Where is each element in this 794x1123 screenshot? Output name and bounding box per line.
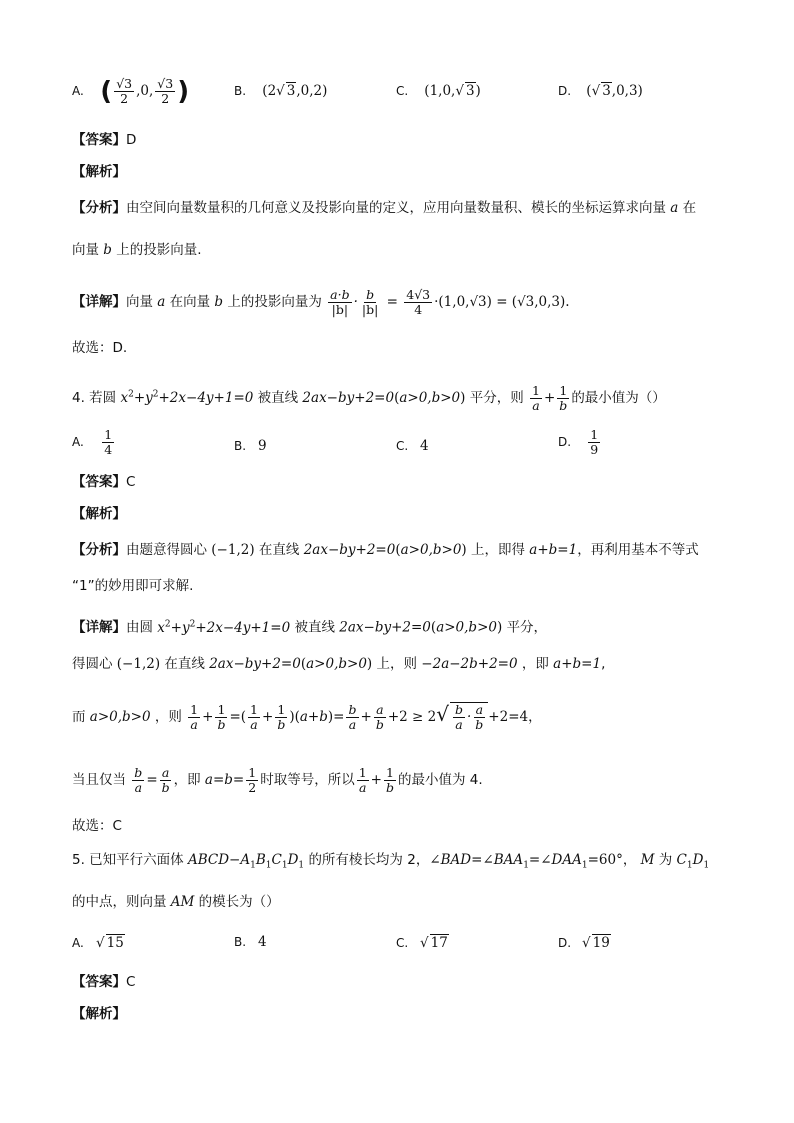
q4-analysis-tag: 【解析】	[72, 506, 126, 522]
q3-option-c: C. (1,0,√ 3)	[396, 83, 481, 99]
q4-stem: 4. 若圆 $x^2+y^2+2x-4y+1=0$ 被直线 2ax−by+2=0(a>0,b>0) 平分，则 $\frac{1}{a}$ + $\frac{1}{b}$ 的最小值为（）	[72, 383, 666, 413]
q5-option-b: B. 4	[234, 934, 267, 950]
q3-option-c-value: (1,0,√ 3)	[424, 83, 481, 99]
q3-option-b: B. (2√ 3,0,2)	[234, 83, 328, 99]
q5-answer: 【答案】C	[72, 974, 136, 990]
q4-option-b: B. 9	[234, 438, 267, 454]
q5-option-c: C. √ 17	[396, 935, 448, 951]
q4-option-c: C. 4	[396, 438, 429, 454]
q4-detail-line4: 当且仅当 $\frac{b}{a}$ = $\frac{a}{b}$ ，即 a=b= $\frac{1}{2}$ 时取等号，所以 $\frac{1}{a}$ + $\frac{1}{b}$ 的最小值为 4.	[72, 765, 483, 795]
q4-option-a: A. $\frac{1}{4}$	[72, 427, 113, 457]
q5-analysis-tag: 【解析】	[72, 1006, 126, 1022]
q4-option-d: D. $\frac{1}{9}$	[558, 427, 599, 457]
q4-detail-line2: 得圆心 (−1,2) 在直线 2ax−by+2=0(a>0,b>0) 上，则 −2a−2b+2=0 ，即 a+b=1,	[72, 656, 606, 672]
q3-fenxi-line2: 向量 b 上的投影向量.	[72, 242, 202, 258]
q3-detail: 【详解】向量 a 在向量 b 上的投影向量为 $\frac{a\cdot b}{|b|}$ · $\frac{b}{|b|}$ = $\frac{4√3}{4}$ ·(1,0,√3) = (√3,0,3).	[72, 287, 570, 317]
q3-analysis-tag: 【解析】	[72, 164, 126, 180]
q3-option-a: A. ( $\frac{√3}{2}$ ,0, $\frac{√3}{2}$ )	[72, 75, 190, 106]
q4-detail-line1: 【详解】由圆 $x^2+y^2+2x-4y+1=0$ 被直线 2ax−by+2=0(a>0,b>0) 平分，	[72, 619, 548, 636]
q4-fenxi-line2: “1”的妙用即可求解.	[72, 578, 194, 594]
q3-conclusion: 故选：D.	[72, 340, 128, 356]
q3-fenxi-line1: 【分析】由空间向量数量积的几何意义及投影向量的定义，应用向量数量积、模长的坐标运算求向量 a 在	[72, 200, 697, 216]
q3-option-d: D. (√ 3,0,3)	[558, 83, 643, 99]
q4-fenxi-line1: 【分析】由题意得圆心 (−1,2) 在直线 2ax−by+2=0(a>0,b>0) 上，即得 a+b=1，再利用基本不等式	[72, 542, 699, 558]
q3-option-d-value: (√ 3,0,3)	[586, 83, 643, 99]
q5-stem-line1: 5. 已知平行六面体 $ABCD-A_1B_1C_1D_1$ 的所有棱长均为 2，$\angle BAD=\angle BAA_1=\angle DAA_1=60^\circ$， M 为 $C_1D_1$	[72, 852, 710, 871]
q5-option-d: D. √ 19	[558, 935, 610, 951]
q5-stem-line2: 的中点，则向量 AM 的模长为（）	[72, 894, 280, 910]
q4-detail-line3: 而 a>0,b>0 ，则 $\frac{1}{a}$ + $\frac{1}{b}$ =( $\frac{1}{a}$ + $\frac{1}{b}$ )(a+b)= $\frac{b}{a}$ + $\frac{a}{b}$ +2 ≥ 2√ $\frac{b}{a}$ · $\frac{a}{b}$ +2=4，	[72, 702, 542, 732]
q3-option-b-value: (2√ 3,0,2)	[262, 83, 328, 99]
q5-option-a: A. √ 15	[72, 935, 124, 951]
q3-option-a-value: ( $\frac{√3}{2}$ ,0, $\frac{√3}{2}$ )	[100, 75, 190, 106]
q3-answer: 【答案】D	[72, 132, 137, 148]
q4-conclusion: 故选：C	[72, 818, 122, 834]
q4-answer: 【答案】C	[72, 474, 136, 490]
